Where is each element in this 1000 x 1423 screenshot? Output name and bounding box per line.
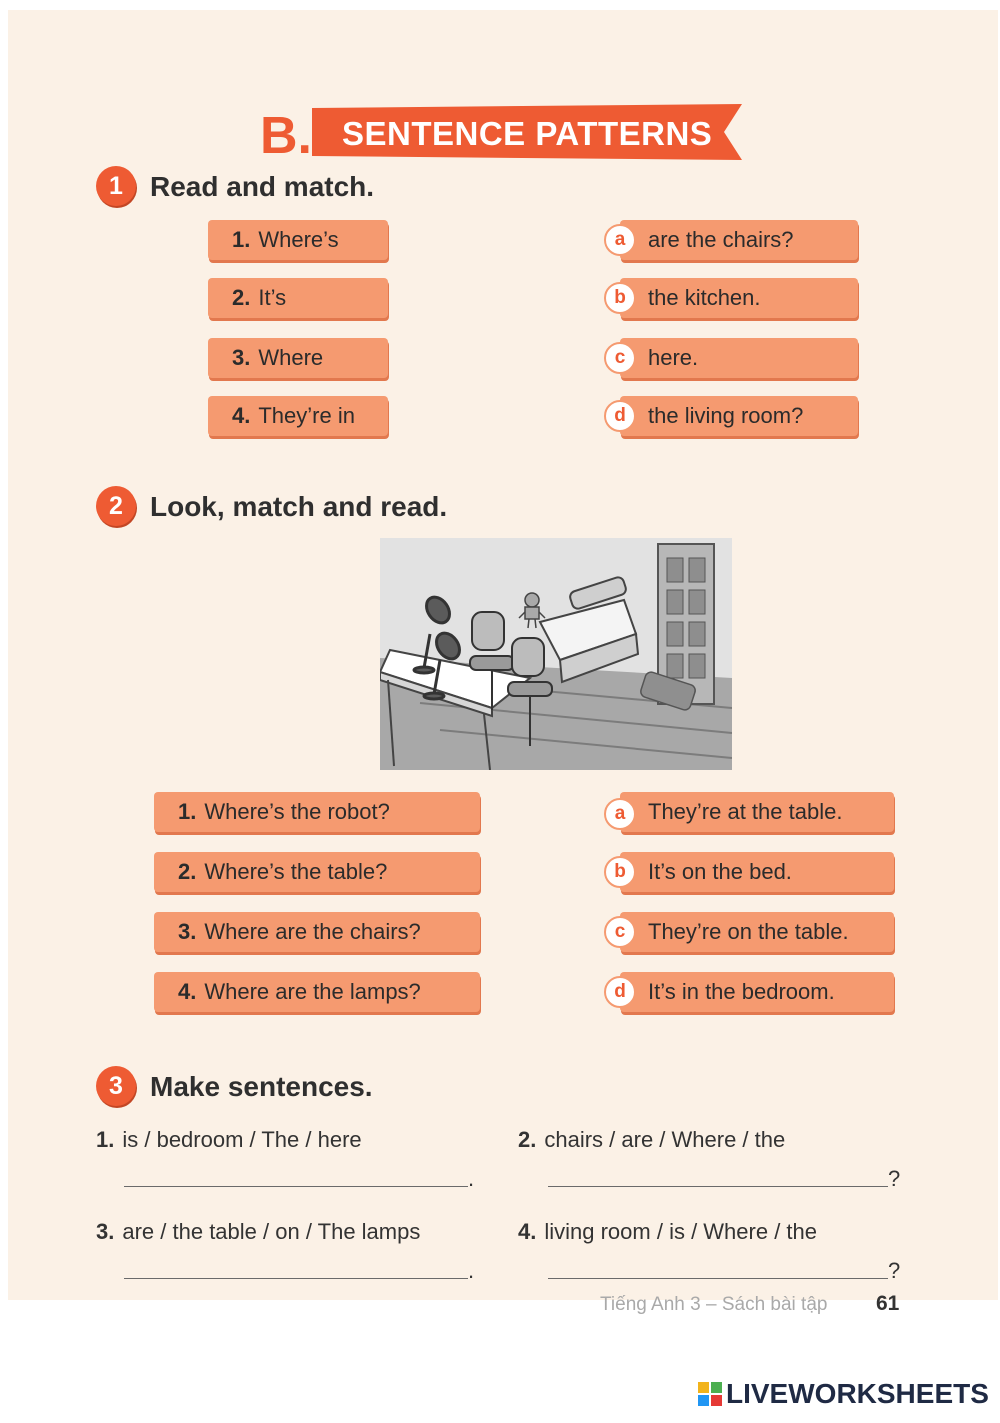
answer-line-1[interactable] (124, 1186, 468, 1187)
item-number: 2. (518, 1127, 537, 1152)
answer-end-mark-1: . (468, 1166, 475, 1191)
section-letter: B. (260, 107, 312, 165)
answer-line-2[interactable] (548, 1186, 888, 1187)
item-number: 1. (232, 227, 251, 252)
item-number: 4. (518, 1219, 537, 1244)
item-number: 3. (232, 345, 251, 370)
item-number: 1. (178, 799, 197, 824)
worksheet-page (8, 10, 998, 1300)
match1-left-item-4[interactable] (208, 396, 388, 436)
item-text: Where’s (258, 227, 339, 252)
match2-right-item-c[interactable] (620, 912, 894, 952)
item-text: Where’s the table? (204, 859, 388, 884)
item-text: It’s on the bed. (648, 859, 792, 884)
match1-left-item-2[interactable] (208, 278, 388, 318)
answer-end-mark-3: . (468, 1258, 475, 1283)
match1-right-item-c[interactable] (620, 338, 858, 378)
liveworksheets-logo (698, 1378, 989, 1410)
exercise-1-number: 1 (96, 166, 136, 206)
item-text: Where (258, 345, 324, 370)
letter-d-badge: d (604, 400, 636, 432)
footer-page-number: 61 (876, 1292, 900, 1315)
letter-d-badge: d (604, 976, 636, 1008)
item-text: They’re on the table. (648, 919, 849, 944)
item-text: Where are the chairs? (204, 919, 421, 944)
exercise-2-title: Look, match and read. (150, 491, 448, 522)
match2-left-item-4[interactable] (154, 972, 480, 1012)
match2-left-item-1[interactable] (154, 792, 480, 832)
item-text: They’re in (258, 403, 355, 428)
footer-book-title: Tiếng Anh 3 – Sách bài tập (600, 1294, 828, 1315)
item-text: Where’s the robot? (204, 799, 390, 824)
make-sentence-prompt-4 (518, 1218, 817, 1246)
match1-right-item-d[interactable] (620, 396, 858, 436)
letter-b-badge: b (604, 282, 636, 314)
match2-right-item-a[interactable] (620, 792, 894, 832)
make-sentence-prompt-2 (518, 1126, 785, 1154)
item-text: the kitchen. (648, 285, 761, 310)
match1-right-item-a[interactable] (620, 220, 858, 260)
exercise-2-number: 2 (96, 486, 136, 526)
answer-end-mark-2: ? (888, 1166, 901, 1191)
match1-left-item-1[interactable] (208, 220, 388, 260)
item-text: living room / is / Where / the (544, 1219, 818, 1244)
match2-left-item-2[interactable] (154, 852, 480, 892)
section-title: SENTENCE PATTERNS (342, 115, 713, 152)
item-text: are the chairs? (648, 227, 794, 252)
item-number: 4. (232, 403, 251, 428)
match2-right-item-d[interactable] (620, 972, 894, 1012)
exercise-1-title: Read and match. (150, 171, 375, 202)
item-number: 3. (178, 919, 197, 944)
item-number: 2. (232, 285, 251, 310)
item-text: They’re at the table. (648, 799, 843, 824)
item-text: Where are the lamps? (204, 979, 421, 1004)
brand-name: LIVEWORKSHEETS (726, 1378, 989, 1409)
item-number: 3. (96, 1219, 115, 1244)
make-sentence-prompt-1 (96, 1126, 362, 1154)
letter-b-badge: b (604, 856, 636, 888)
item-number: 1. (96, 1127, 115, 1152)
answer-line-3[interactable] (124, 1278, 468, 1279)
letter-a-badge: a (604, 798, 636, 830)
letter-a-badge: a (604, 224, 636, 256)
match1-right-item-b[interactable] (620, 278, 858, 318)
liveworksheets-icon (698, 1382, 722, 1406)
answer-end-mark-4: ? (888, 1258, 901, 1283)
item-number: 2. (178, 859, 197, 884)
match2-right-item-b[interactable] (620, 852, 894, 892)
answer-line-4[interactable] (548, 1278, 888, 1279)
exercise-3-title: Make sentences. (150, 1071, 373, 1102)
bedroom-illustration (380, 538, 732, 770)
exercise-3-number: 3 (96, 1066, 136, 1106)
match2-left-item-3[interactable] (154, 912, 480, 952)
item-text: chairs / are / Where / the (544, 1127, 786, 1152)
item-text: It’s in the bedroom. (648, 979, 835, 1004)
item-text: here. (648, 345, 699, 370)
match1-left-item-3[interactable] (208, 338, 388, 378)
item-text: the living room? (648, 403, 804, 428)
item-text: It’s (258, 285, 287, 310)
letter-c-badge: c (604, 916, 636, 948)
item-text: are / the table / on / The lamps (122, 1219, 421, 1244)
item-number: 4. (178, 979, 197, 1004)
item-text: is / bedroom / The / here (122, 1127, 362, 1152)
make-sentence-prompt-3 (96, 1218, 420, 1246)
letter-c-badge: c (604, 342, 636, 374)
